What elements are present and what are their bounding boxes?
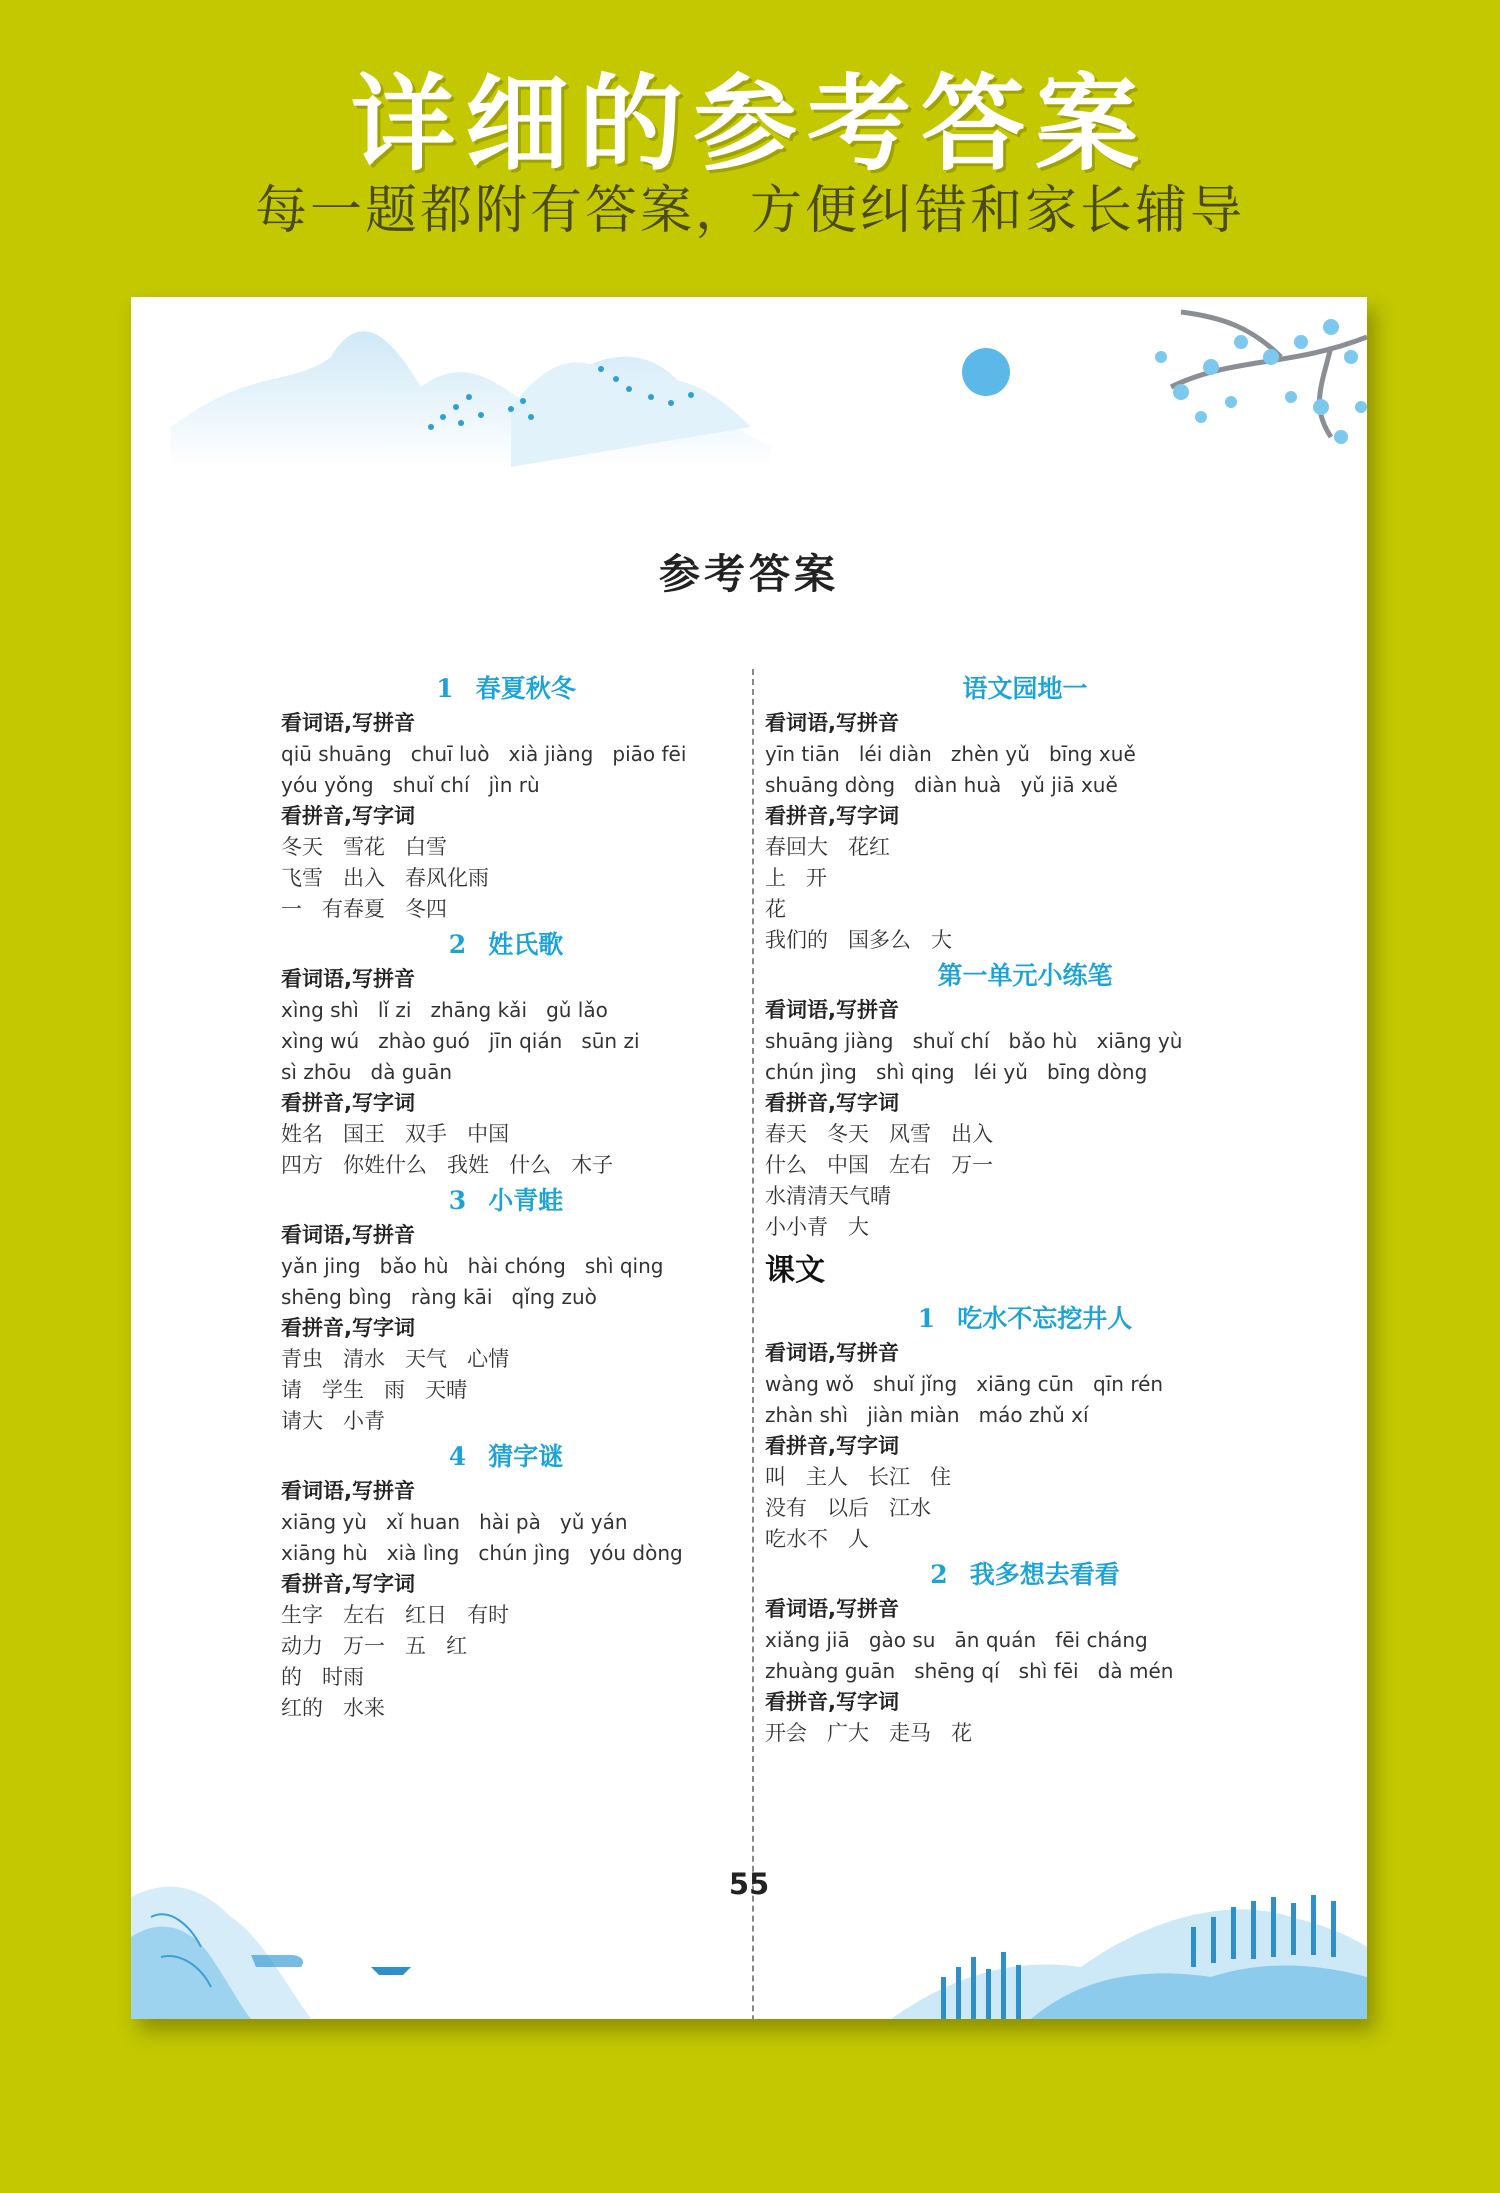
banner-headline: 详细的参考答案	[350, 63, 1149, 185]
page-number: 55	[728, 1867, 770, 1901]
hanzi-answer-line: 春回大 花红	[765, 835, 891, 859]
pinyin-answer-line: yǎn jing bǎo hù hài chóng shì qing	[281, 1254, 664, 1278]
section-number: 3	[448, 1186, 467, 1215]
hanzi-answer-line: 请 学生 雨 天晴	[281, 1378, 468, 1402]
hanzi-answer-line: 青虫 清水 天气 心情	[281, 1347, 510, 1371]
page-title: 参考答案	[659, 550, 839, 598]
bottom-landscape-illustration	[131, 1857, 1367, 2019]
pinyin-answer-line: xìng shì lǐ zi zhāng kǎi gǔ lǎo	[281, 998, 608, 1022]
top-landscape-illustration	[131, 297, 1367, 467]
exercise-label: 看拼音,写字词	[765, 1690, 899, 1714]
section-title	[765, 669, 1285, 708]
hanzi-answer-line: 的 时雨	[281, 1665, 365, 1689]
section-title	[765, 1299, 1285, 1338]
section-number: 1	[436, 674, 454, 703]
pinyin-answer-line: xiāng hù xià lìng chún jìng yóu dòng	[281, 1541, 683, 1565]
exercise-label: 看拼音,写字词	[765, 804, 899, 828]
hanzi-answer-line: 冬天 雪花 白雪	[281, 835, 448, 859]
exercise-label: 看拼音,写字词	[281, 1572, 415, 1596]
column-divider	[752, 669, 754, 2019]
pinyin-answer-line: zhuàng guān shēng qí shì fēi dà mén	[765, 1659, 1174, 1683]
section-title	[281, 1181, 731, 1220]
answer-page	[131, 297, 1367, 2019]
hanzi-answer-line: 花	[765, 897, 786, 921]
section-title-text: 姓氏歌	[488, 930, 564, 959]
exercise-label: 看词语,写拼音	[281, 967, 415, 991]
hanzi-answer-line: 水清清天气晴	[765, 1184, 891, 1208]
exercise-label: 看拼音,写字词	[765, 1091, 899, 1115]
exercise-label: 看词语,写拼音	[281, 711, 415, 735]
hanzi-answer-line: 春天 冬天 风雪 出入	[765, 1122, 994, 1146]
exercise-label: 看拼音,写字词	[281, 1091, 415, 1115]
pinyin-answer-line: yóu yǒng shuǐ chí jìn rù	[281, 773, 540, 797]
pinyin-answer-line: sì zhōu dà guān	[281, 1060, 453, 1084]
hanzi-answer-line: 开会 广大 走马 花	[765, 1721, 973, 1745]
section-title	[281, 1437, 731, 1476]
section-title-text: 小青蛙	[488, 1186, 564, 1215]
pinyin-answer-line: xiāng yù xǐ huan hài pà yǔ yán	[281, 1510, 628, 1534]
hanzi-answer-line: 姓名 国王 双手 中国	[281, 1122, 510, 1146]
hanzi-answer-line: 红的 水来	[281, 1696, 386, 1720]
hanzi-answer-line: 生字 左右 红日 有时	[281, 1603, 510, 1627]
unit-heading: 课文	[765, 1253, 825, 1288]
hanzi-answer-line: 什么 中国 左右 万一	[765, 1153, 994, 1177]
exercise-label: 看拼音,写字词	[281, 1316, 415, 1340]
section-number: 4	[448, 1442, 467, 1471]
pinyin-answer-line: wàng wǒ shuǐ jǐng xiāng cūn qīn rén	[765, 1372, 1164, 1396]
hanzi-answer-line: 飞雪 出入 春风化雨	[281, 866, 490, 890]
exercise-label: 看词语,写拼音	[765, 1597, 899, 1621]
hanzi-answer-line: 上 开	[765, 866, 828, 890]
exercise-label: 看词语,写拼音	[765, 1341, 899, 1365]
exercise-label: 看拼音,写字词	[765, 1434, 899, 1458]
hanzi-answer-line: 小小青 大	[765, 1215, 870, 1239]
section-title-text: 我多想去看看	[969, 1560, 1120, 1589]
pinyin-answer-line: shuāng jiàng shuǐ chí bǎo hù xiāng yù	[765, 1029, 1183, 1053]
exercise-label: 看词语,写拼音	[281, 1223, 415, 1247]
section-number: 1	[917, 1304, 936, 1333]
hanzi-answer-line: 请大 小青	[281, 1409, 386, 1433]
pinyin-answer-line: yīn tiān léi diàn zhèn yǔ bīng xuě	[765, 742, 1136, 766]
exercise-label: 看拼音,写字词	[281, 804, 415, 828]
pinyin-answer-line: shēng bìng ràng kāi qǐng zuò	[281, 1285, 597, 1309]
section-title	[765, 1555, 1285, 1594]
exercise-label: 看词语,写拼音	[281, 1479, 415, 1503]
hanzi-answer-line: 我们的 国多么 大	[765, 928, 953, 952]
hanzi-answer-line: 动力 万一 五 红	[281, 1634, 468, 1658]
pinyin-answer-line: chún jìng shì qing léi yǔ bīng dòng	[765, 1060, 1148, 1084]
section-number: 2	[448, 930, 467, 959]
pinyin-answer-line: qiū shuāng chuī luò xià jiàng piāo fēi	[281, 742, 687, 766]
hanzi-answer-line: 吃水不 人	[765, 1527, 870, 1551]
pinyin-answer-line: xiǎng jiā gào su ān quán fēi cháng	[765, 1628, 1148, 1652]
hanzi-answer-line: 一 有春夏 冬四	[281, 897, 448, 921]
banner-subline: 每一题都附有答案，方便纠错和家长辅导	[254, 181, 1245, 241]
hanzi-answer-line: 没有 以后 江水	[765, 1496, 932, 1520]
right-column	[765, 669, 1285, 1749]
section-title-text: 语文园地一	[962, 674, 1088, 703]
section-title-text: 春夏秋冬	[475, 674, 576, 703]
section-title	[765, 956, 1285, 995]
hanzi-answer-line: 叫 主人 长江 住	[765, 1465, 952, 1489]
section-number: 2	[930, 1560, 948, 1589]
exercise-label: 看词语,写拼音	[765, 998, 899, 1022]
exercise-label: 看词语,写拼音	[765, 711, 899, 735]
section-title	[281, 669, 731, 708]
section-title	[281, 925, 731, 964]
pinyin-answer-line: xìng wú zhào guó jīn qián sūn zi	[281, 1029, 640, 1053]
section-title-text: 猜字谜	[488, 1442, 564, 1471]
hanzi-answer-line: 四方 你姓什么 我姓 什么 木子	[281, 1153, 614, 1177]
section-title-text: 吃水不忘挖井人	[957, 1304, 1133, 1333]
left-column	[281, 669, 731, 1724]
section-title-text: 第一单元小练笔	[937, 961, 1113, 990]
pinyin-answer-line: zhàn shì jiàn miàn máo zhǔ xí	[765, 1403, 1089, 1427]
pinyin-answer-line: shuāng dòng diàn huà yǔ jiā xuě	[765, 773, 1118, 797]
